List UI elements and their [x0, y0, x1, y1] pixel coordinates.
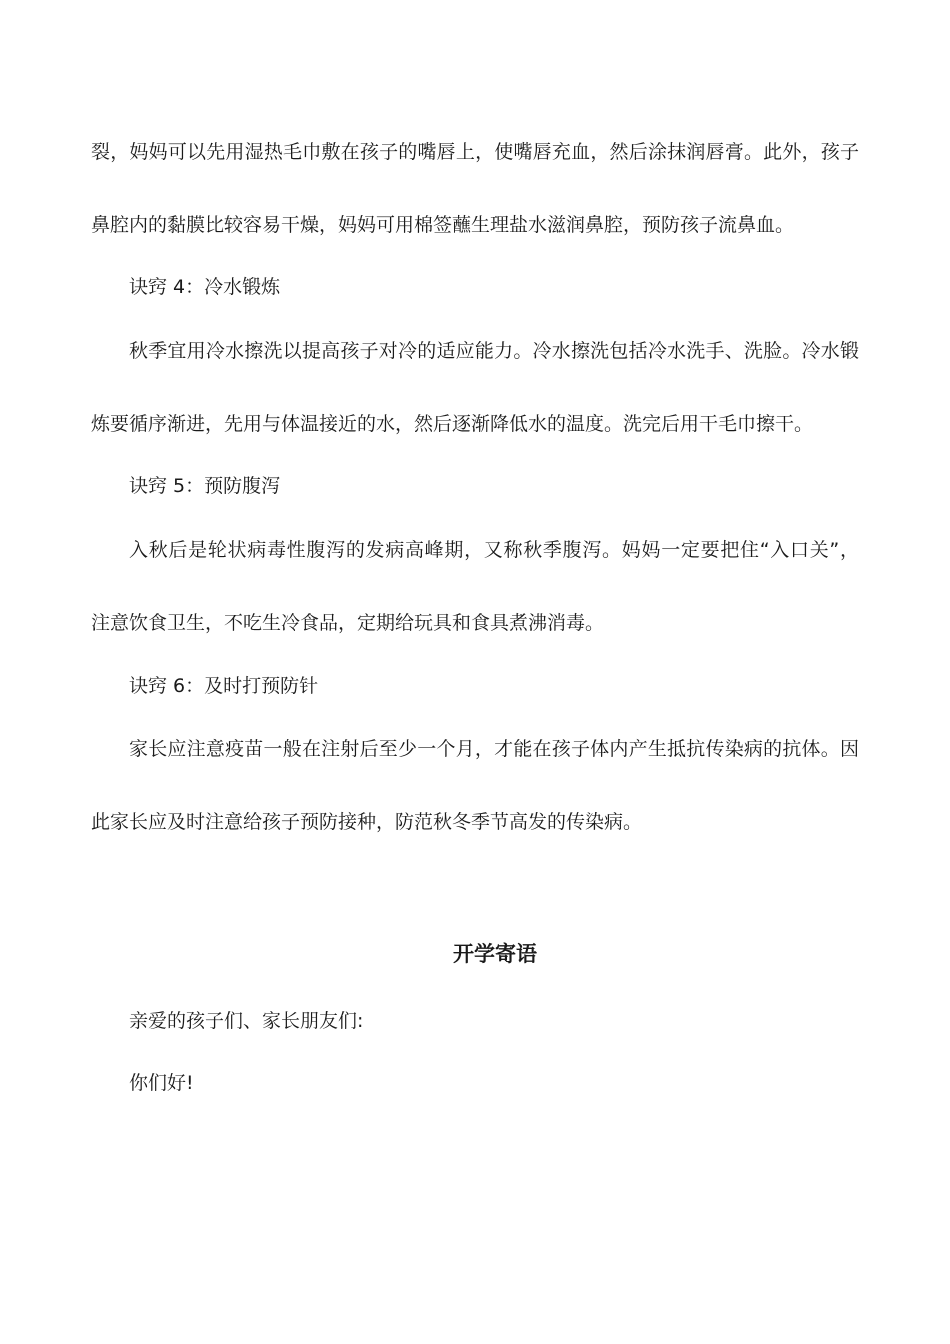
tip-6-heading: 诀窍 6：及时打预防针: [129, 675, 319, 697]
tip-5-heading: 诀窍 5：预防腹泻: [129, 475, 281, 497]
paragraph-line: 炼要循序渐进，先用与体温接近的水，然后逐渐降低水的温度。洗完后用干毛巾擦干。: [91, 413, 814, 435]
section-title: 开学寄语: [453, 942, 537, 966]
paragraph-line: 秋季宜用冷水擦洗以提高孩子对冷的适应能力。冷水擦洗包括冷水洗手、洗脸。冷水锻: [129, 340, 859, 362]
paragraph-line: 鼻腔内的黏膜比较容易干燥，妈妈可用棉签蘸生理盐水滋润鼻腔，预防孩子流鼻血。: [91, 214, 795, 236]
greeting-line: 亲爱的孩子们、家长朋友们:: [129, 1010, 364, 1032]
paragraph-line: 入秋后是轮状病毒性腹泻的发病高峰期，又称秋季腹泻。妈妈一定要把住“入口关”，: [129, 539, 859, 561]
paragraph-line: 家长应注意疫苗一般在注射后至少一个月，才能在孩子体内产生抵抗传染病的抗体。因: [129, 738, 859, 760]
paragraph-line: 裂，妈妈可以先用湿热毛巾敷在孩子的嘴唇上，使嘴唇充血，然后涂抹润唇膏。此外，孩子: [91, 141, 859, 163]
paragraph-line: 注意饮食卫生，不吃生冷食品，定期给玩具和食具煮沸消毒。: [91, 612, 605, 634]
hello-line: 你们好!: [129, 1072, 194, 1094]
paragraph-line: 此家长应及时注意给孩子预防接种，防范秋冬季节高发的传染病。: [91, 811, 643, 833]
tip-4-heading: 诀窍 4：冷水锻炼: [129, 276, 281, 298]
